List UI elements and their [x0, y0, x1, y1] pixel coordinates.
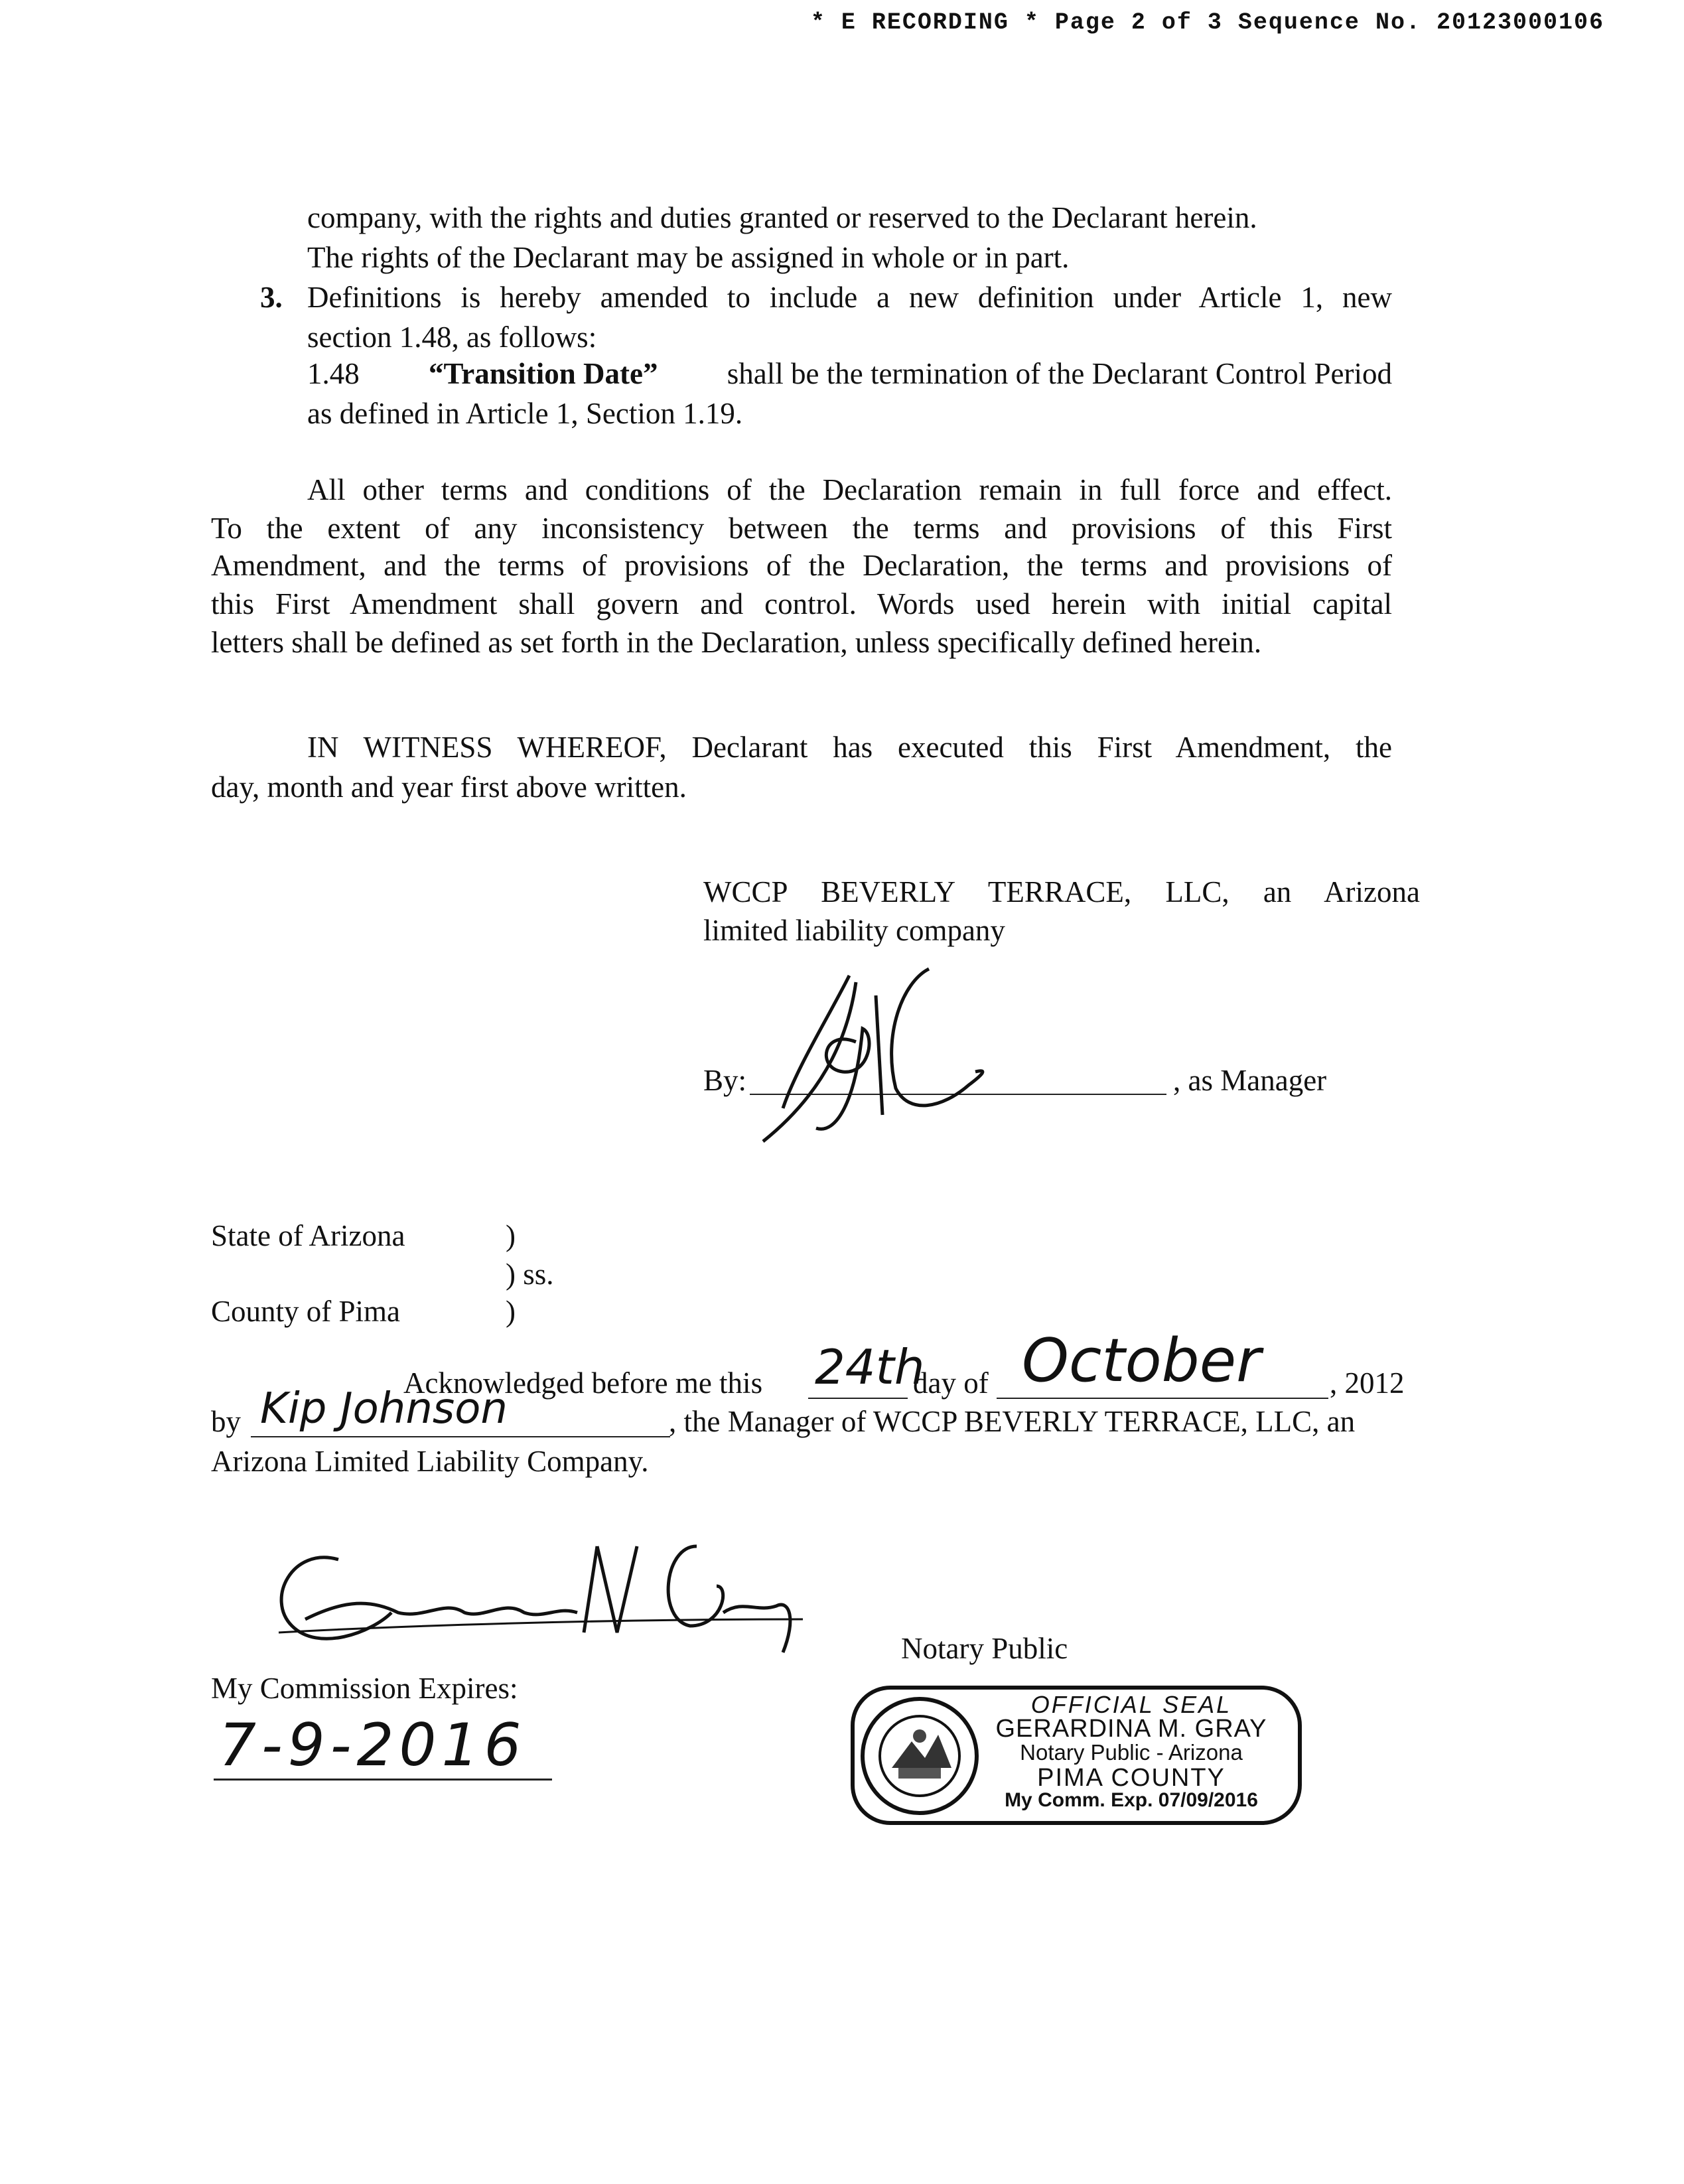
- venue-paren-open: ): [506, 1219, 516, 1252]
- terms-line-3: Amendment, and the terms of provisions of the Declaration, the terms and provisions of: [211, 549, 1392, 582]
- item-3-line-1: Definitions is hereby amended to include a new definition under Article 1, new: [307, 281, 1392, 314]
- seal-county: PIMA COUNTY: [1037, 1764, 1226, 1792]
- ack-year: , 2012: [1330, 1366, 1405, 1400]
- continuation-line-1: company, with the rights and duties granted or reserved to the Declarant herein.: [307, 201, 1257, 234]
- ack-day-line: [808, 1398, 908, 1399]
- seal-official-label: OFFICIAL SEAL: [1030, 1691, 1232, 1718]
- manager-signature: [743, 956, 1022, 1155]
- item-3-line-4: as defined in Article 1, Section 1.19.: [307, 397, 743, 430]
- notary-signature: [265, 1520, 809, 1666]
- item-3-number: 3.: [260, 281, 283, 314]
- terms-line-5: letters shall be defined as set forth in the Declaration, unless specifically defined herein.: [211, 626, 1262, 659]
- seal-expiration: My Comm. Exp. 07/09/2016: [1005, 1789, 1258, 1811]
- signatory-line-2: limited liability company: [703, 914, 1005, 947]
- definition-number: 1.48: [307, 357, 360, 390]
- ack-prefix: Acknowledged before me this: [403, 1366, 763, 1400]
- venue-ss: ) ss.: [506, 1258, 554, 1291]
- commission-handwritten: 7-9-2016: [219, 1711, 527, 1779]
- venue-county: County of Pima: [211, 1295, 401, 1328]
- as-manager-label: , as Manager: [1173, 1064, 1327, 1097]
- notary-public-label: Notary Public: [901, 1632, 1068, 1665]
- ack-day-of: day of: [913, 1366, 989, 1400]
- ack-month-line: [997, 1398, 1328, 1399]
- ack-by-label: by: [211, 1405, 241, 1438]
- item-3-definition-line: [307, 354, 1392, 394]
- signatory-line-1: WCCP BEVERLY TERRACE, LLC, an Arizona: [703, 875, 1420, 909]
- venue-state: State of Arizona: [211, 1219, 405, 1252]
- ack-line-3: Arizona Limited Liability Company.: [211, 1445, 649, 1478]
- recording-header: * E RECORDING * Page 2 of 3 Sequence No. 20123000106: [810, 9, 1604, 36]
- ack-day-handwritten: 24th: [815, 1339, 925, 1395]
- terms-line-1: All other terms and conditions of the Declaration remain in full force and effect.: [307, 473, 1392, 506]
- seal-notary-name: GERARDINA M. GRAY: [995, 1715, 1267, 1743]
- by-label: By:: [703, 1064, 747, 1097]
- definition-term: “Transition Date”: [429, 357, 658, 390]
- commission-line: [214, 1779, 552, 1781]
- terms-line-4: this First Amendment shall govern and control. Words used herein with initial capital: [211, 587, 1392, 620]
- commission-label: My Commission Expires:: [211, 1672, 518, 1705]
- witness-line-2: day, month and year first above written.: [211, 770, 687, 804]
- ack-month-handwritten: October: [1022, 1326, 1261, 1396]
- witness-line-1: IN WITNESS WHEREOF, Declarant has executed this First Amendment, the: [307, 731, 1392, 764]
- ack-manager-text: , the Manager of WCCP BEVERLY TERRACE, LLC, an: [669, 1405, 1356, 1438]
- ack-name-line: [251, 1436, 670, 1437]
- state-seal-icon: [859, 1695, 991, 1817]
- seal-notary-title: Notary Public - Arizona: [1020, 1740, 1243, 1765]
- ack-name-handwritten: Kip Johnson: [260, 1384, 508, 1433]
- terms-line-2: To the extent of any inconsistency between the terms and provisions of this First: [211, 512, 1392, 545]
- item-3-line-2: section 1.48, as follows:: [307, 321, 597, 354]
- definition-text: shall be the termination of the Declarant Control Period: [727, 357, 1392, 390]
- continuation-line-2: The rights of the Declarant may be assigned in whole or in part.: [307, 241, 1070, 274]
- venue-paren-close: ): [506, 1295, 516, 1328]
